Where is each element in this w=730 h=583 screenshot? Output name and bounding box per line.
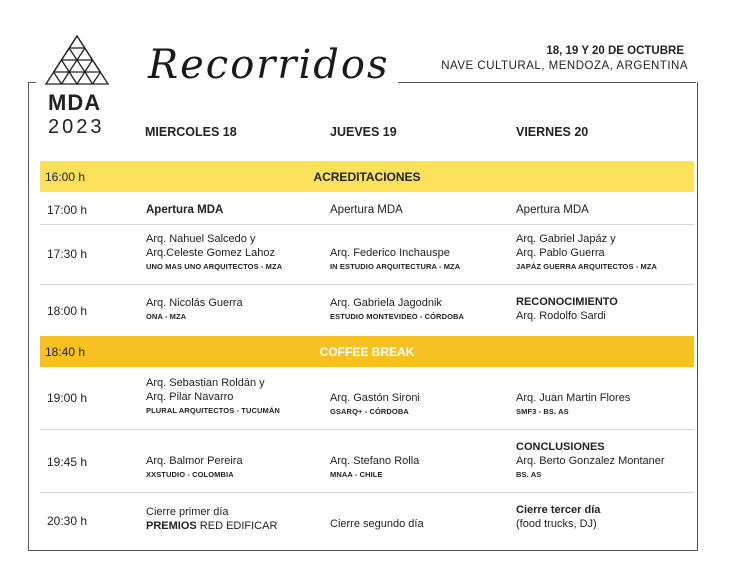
- studio-label: IN ESTUDIO ARQUITECTURA - MZA: [330, 262, 461, 271]
- cell-line-bold: PREMIOS: [146, 520, 197, 532]
- band-time: 18:40 h: [45, 345, 86, 359]
- page-title: Recorridos: [140, 42, 398, 88]
- cell-line: Arq.Celeste Gomez Lahoz: [146, 247, 276, 259]
- cell-line: (food trucks, DJ): [516, 518, 597, 530]
- mda-logo: [36, 30, 122, 140]
- cell-line: Arq. Nicolás Guerra: [146, 297, 243, 309]
- cell-line: Arq. Rodolfo Sardi: [516, 310, 606, 322]
- friday-cell: [516, 391, 630, 419]
- cell-line: Arq. Nahuel Salcedo y: [146, 233, 256, 245]
- cell-line: Arq. Juan Martin Flores: [516, 392, 631, 404]
- studio-label: PLURAL ARQUITECTOS - TUCUMÁN: [146, 406, 280, 415]
- cell-line: Arq. Balmor Pereira: [146, 455, 243, 467]
- row-time: 20:30 h: [47, 514, 88, 528]
- wednesday-cell: [146, 454, 243, 482]
- acreditaciones-band: [40, 161, 694, 192]
- cell-line: RECONOCIMIENTO: [516, 296, 618, 308]
- cell-line: Arq. Federico Inchauspe: [330, 247, 450, 259]
- cell-line: Apertura MDA: [330, 204, 403, 216]
- friday-cell: [516, 503, 600, 531]
- thursday-cell: [330, 246, 460, 274]
- cell-line: Arq. Gastón Sironi: [330, 392, 420, 404]
- cell-line: Arq. Berto Gonzalez Montaner: [516, 455, 665, 467]
- row-time: 19:45 h: [47, 455, 88, 469]
- studio-label: XXSTUDIO - COLOMBIA: [146, 470, 234, 479]
- schedule-row: [40, 285, 694, 335]
- event-place: NAVE CULTURAL, MENDOZA, ARGENTINA: [441, 60, 688, 72]
- wednesday-cell: [146, 296, 243, 324]
- schedule-row: [40, 225, 694, 283]
- row-time: 18:00 h: [47, 304, 88, 318]
- band-time: 16:00 h: [45, 170, 86, 184]
- row-time: 17:00 h: [47, 203, 88, 217]
- day-header-wednesday: MIERCOLES 18: [145, 125, 237, 139]
- schedule-row: [40, 367, 694, 428]
- logo-name: MDA: [48, 90, 102, 115]
- schedule-row: [40, 430, 694, 491]
- cell-line: Cierre segundo día: [330, 518, 424, 530]
- day-header-friday: VIERNES 20: [516, 125, 589, 139]
- cell-line: Arq. Stefano Rolla: [330, 455, 420, 467]
- cell-line: Arq. Sebastian Roldán y: [146, 377, 265, 389]
- thursday-cell: [330, 203, 403, 217]
- wednesday-cell: [146, 376, 280, 418]
- cell-line: CONCLUSIONES: [516, 441, 605, 453]
- schedule-row: [40, 493, 694, 549]
- wednesday-cell: [146, 203, 223, 217]
- schedule-row: [40, 192, 694, 224]
- cell-line: Arq. Gabriela Jagodnik: [330, 297, 442, 309]
- studio-label: JAPÁZ GUERRA ARQUITECTOS - MZA: [516, 262, 658, 271]
- row-time: 19:00 h: [47, 391, 88, 405]
- triangles-logo-icon: [44, 34, 110, 86]
- event-dates: 18, 19 Y 20 DE OCTUBRE: [546, 45, 684, 57]
- friday-cell: [516, 232, 657, 274]
- cell-line: Cierre primer día: [146, 506, 229, 518]
- studio-label: BS. AS: [516, 470, 542, 479]
- cell-line: Apertura MDA: [516, 204, 589, 216]
- thursday-cell: [330, 296, 464, 324]
- logo-year: 2023: [48, 116, 105, 138]
- studio-label: SMF3 - BS. AS: [516, 407, 569, 416]
- cell-line: RED EDIFICAR: [196, 520, 278, 532]
- band-label: ACREDITACIONES: [313, 170, 421, 184]
- thursday-cell: [330, 517, 424, 531]
- friday-cell: [516, 203, 589, 217]
- studio-label: ONA - MZA: [146, 312, 187, 321]
- day-header-thursday: JUEVES 19: [330, 125, 397, 139]
- cell-line: Arq. Pilar Navarro: [146, 391, 234, 403]
- thursday-cell: [330, 454, 419, 482]
- wednesday-cell: [146, 232, 282, 274]
- cell-line: Apertura MDA: [146, 204, 224, 216]
- band-label: COFFEE BREAK: [319, 345, 415, 359]
- studio-label: MNAA - CHILE: [330, 470, 383, 479]
- cell-line: Arq. Pablo Guerra: [516, 247, 605, 259]
- wednesday-cell: [146, 505, 277, 533]
- studio-label: ESTUDIO MONTEVIDEO - CÓRDOBA: [330, 312, 465, 321]
- cell-line: Arq. Gabriel Japáz y: [516, 233, 616, 245]
- row-time: 17:30 h: [47, 247, 88, 261]
- coffee-break-band: [40, 336, 694, 367]
- cell-line: Cierre tercer día: [516, 504, 601, 516]
- friday-cell: [516, 295, 618, 323]
- studio-label: UNO MAS UNO ARQUITECTOS - MZA: [146, 262, 283, 271]
- thursday-cell: [330, 391, 420, 419]
- studio-label: GSARQ+ - CÓRDOBA: [330, 407, 409, 416]
- friday-cell: [516, 440, 665, 482]
